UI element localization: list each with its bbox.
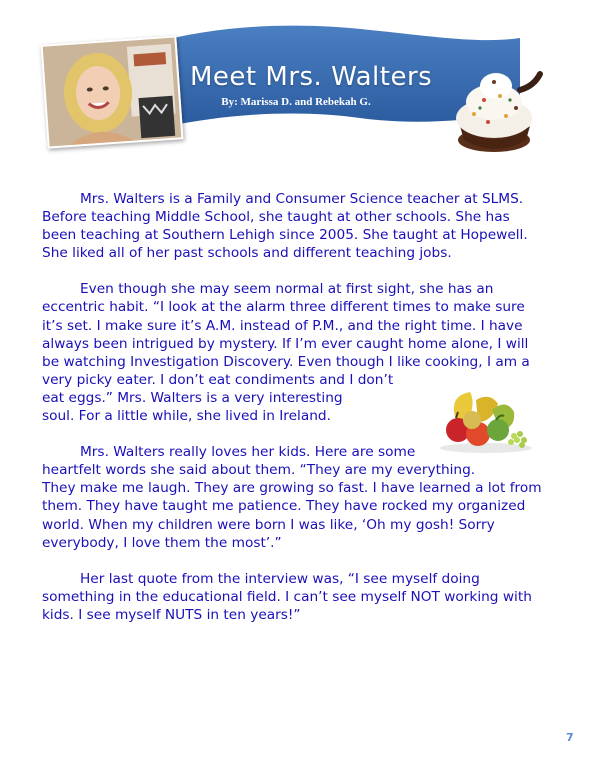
body-line: always been intrigued by mystery. If I’m ever caught home alone, I will <box>42 335 529 352</box>
body-line: heartfelt words she said about them. “They are my everything. <box>42 462 476 479</box>
cupcake-icon <box>444 56 550 156</box>
body-line: been teaching at Southern Lehigh since 2005. She taught at Hopewell. <box>42 227 528 244</box>
article-header-banner <box>0 0 600 160</box>
body-line: Her last quote from the interview was, “I see myself doing <box>80 570 480 587</box>
body-line: be watching Investigation Discovery. Even though I like cooking, I am a <box>42 353 530 370</box>
body-line: They make me laugh. They are growing so fast. I have learned a lot from <box>42 480 542 497</box>
body-line: Even though she may seem normal at first sight, she has an <box>80 281 494 298</box>
paragraph-closing-quote <box>42 570 562 624</box>
fruit-bowl-icon <box>436 390 536 454</box>
body-line: She liked all of her past schools and different teaching jobs. <box>42 245 452 262</box>
body-line: Before teaching Middle School, she taught at other schools. She has <box>42 209 510 226</box>
article-byline: By: Marissa D. and Rebekah G. <box>221 96 371 108</box>
body-line: something in the educational field. I can’t see myself NOT working with <box>42 588 532 605</box>
body-line: them. They have taught me patience. They have rocked my organized <box>42 498 526 515</box>
teacher-portrait-icon <box>41 35 184 148</box>
paragraph-kids <box>42 443 562 552</box>
body-line: eccentric habit. “I look at the alarm three different times to make sure <box>42 299 525 316</box>
body-line: everybody, I love them the most’.” <box>42 534 282 551</box>
body-line: Mrs. Walters really loves her kids. Here are some <box>80 444 416 461</box>
paragraph-intro <box>42 190 562 262</box>
article-title: Meet Mrs. Walters <box>190 62 433 92</box>
body-line: soul. For a little while, she lived in Ireland. <box>42 408 331 425</box>
body-line: very picky eater. I don’t eat condiments and I don’t <box>42 371 394 388</box>
page-number: 7 <box>566 731 574 744</box>
body-line: eat eggs.” Mrs. Walters is a very interesting <box>42 389 343 406</box>
body-line: it’s set. I make sure it’s A.M. instead of P.M., and the right time. I have <box>42 317 523 334</box>
body-line: world. When my children were born I was like, ‘Oh my gosh! Sorry <box>42 516 495 533</box>
body-line: Mrs. Walters is a Family and Consumer Science teacher at SLMS. <box>80 191 524 207</box>
body-line: kids. I see myself NUTS in ten years!” <box>42 606 301 623</box>
